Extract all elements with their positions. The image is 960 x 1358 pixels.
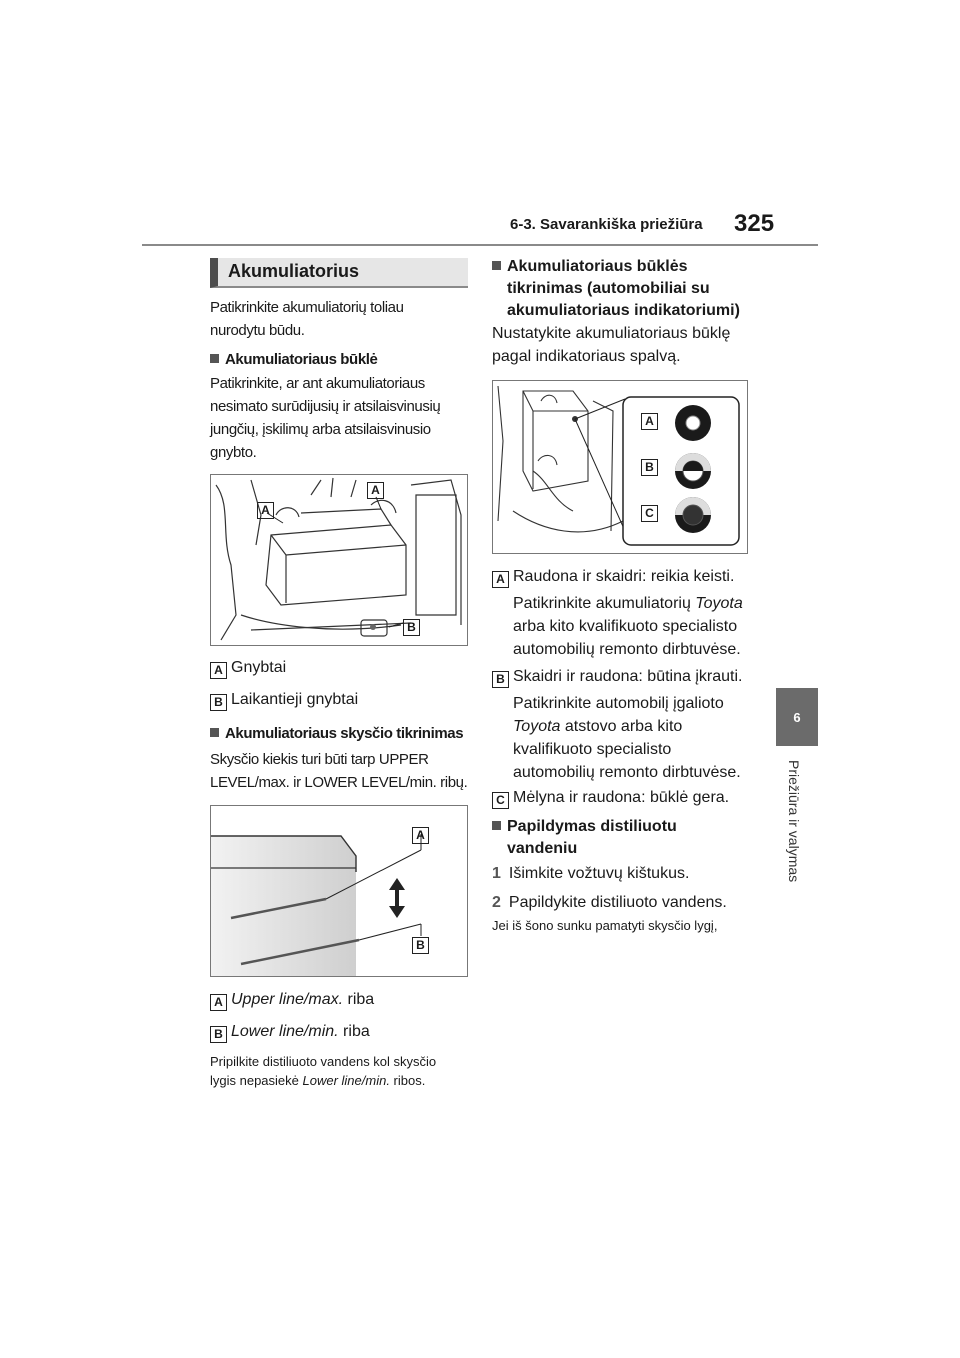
note-line <box>210 1071 468 1090</box>
intro-line: Patikrinkite akumuliatorių toliau <box>210 299 404 316</box>
legend-key: A <box>210 994 227 1011</box>
step-item <box>492 891 752 914</box>
paragraph-line: LEVEL/max. ir LOWER LEVEL/min. ribų. <box>210 774 468 791</box>
figure-label-c: C <box>641 505 658 522</box>
step-text: Išimkite vožtuvų kištukus. <box>508 865 690 882</box>
page-number: 325 <box>734 210 775 237</box>
item-text: Raudona ir skaidri: reikia keisti. <box>513 568 735 585</box>
legend-key: B <box>210 694 227 711</box>
legend-key: B <box>210 1026 227 1043</box>
battery-terminals-figure <box>210 474 468 646</box>
figure-label-b: B <box>641 459 658 476</box>
item-key: A <box>492 571 509 588</box>
item-detail-line: automobilių remonto dirbtuvėse. <box>513 764 741 781</box>
legend-text: Gnybtai <box>231 659 287 676</box>
item-line <box>492 565 752 588</box>
note-italic: Lower line/min. <box>302 1073 390 1088</box>
subheading-text: Akumuliatoriaus būklės <box>507 258 688 275</box>
subheading-line: akumuliatoriaus indikatoriumi) <box>507 302 740 319</box>
subheading-line <box>492 256 752 278</box>
figure-label-a-second: A <box>367 482 384 499</box>
square-bullet-icon <box>210 728 219 737</box>
note-line: Pripilkite distiliuoto vandens kol skysčio <box>210 1054 437 1069</box>
legend-item <box>210 988 468 1011</box>
paragraph-line: pagal indikatoriaus spalvą. <box>492 348 681 365</box>
note-text: ribos. <box>389 1073 426 1088</box>
subheading-text: Akumuliatoriaus būklė <box>225 351 378 368</box>
engine-bay-illustration <box>211 475 467 645</box>
paragraph-line: gnybto. <box>210 444 257 461</box>
paragraph-line: Patikrinkite, ar ant akumuliatoriaus <box>210 375 425 392</box>
square-bullet-icon <box>492 821 501 830</box>
legend-italic: Upper line/max. <box>231 991 344 1008</box>
brand-italic: Toyota <box>695 595 743 612</box>
figure-label-a: A <box>641 413 658 430</box>
legend-text: Laikantieji gnybtai <box>231 691 359 708</box>
note-text: lygis nepasiekė <box>210 1073 303 1088</box>
right-tail-note: Jei iš šono sunku pamatyti skysčio lygį, <box>492 918 718 933</box>
subheading-line: vandeniu <box>507 840 578 857</box>
item-detail-line: arba kito kvalifikuoto specialisto <box>513 618 738 635</box>
section-title: Akumuliatorius <box>228 261 360 281</box>
brand-italic: Toyota <box>513 718 561 735</box>
chapter-title-vertical <box>778 760 818 900</box>
item-detail-text: atstovo arba kito <box>560 718 683 735</box>
legend-1 <box>210 656 468 711</box>
subheading-condition <box>210 348 468 371</box>
figure-label-b: B <box>403 619 420 636</box>
chapter-title: Priežiūra ir valymas <box>786 760 802 883</box>
item-detail-text: Patikrinkite akumuliatorių <box>513 595 696 612</box>
item-key: C <box>492 792 509 809</box>
figure-label-a: A <box>257 502 274 519</box>
subheading-text: Papildymas distiliuotu <box>507 818 677 835</box>
legend-item <box>210 656 468 679</box>
refill-steps <box>492 862 752 914</box>
item-detail-line: Patikrinkite automobilį įgalioto <box>513 695 724 712</box>
indicator-item-b <box>492 665 752 784</box>
subheading-line <box>492 816 752 838</box>
step-text: Papildykite distiliuoto vandens. <box>508 894 727 911</box>
item-detail <box>492 692 752 784</box>
step-number: 2 <box>492 894 501 911</box>
paragraph-line: Nustatykite akumuliatoriaus būklę <box>492 325 731 342</box>
fluid-level-figure <box>210 805 468 977</box>
step-number: 1 <box>492 865 501 882</box>
battery-indicator-figure <box>492 380 748 554</box>
item-detail-line <box>513 592 752 615</box>
header-divider <box>142 244 818 246</box>
left-note <box>210 1052 468 1090</box>
subheading-indicator <box>492 256 752 322</box>
subheading-line: tikrinimas (automobiliai su <box>507 280 710 297</box>
item-text: Skaidri ir raudona: būtina įkrauti. <box>513 668 743 685</box>
square-bullet-icon <box>210 354 219 363</box>
indicator-illustration <box>493 381 747 553</box>
right-paragraph-1 <box>492 322 752 368</box>
legend-item <box>210 688 468 711</box>
legend-italic: Lower line/min. <box>231 1023 339 1040</box>
figure-label-a: A <box>412 827 429 844</box>
left-paragraph-2 <box>210 748 468 794</box>
indicator-item-c <box>492 786 752 809</box>
section-heading-bar <box>210 258 468 288</box>
legend-text: riba <box>343 991 375 1008</box>
square-bullet-icon <box>492 261 501 270</box>
figure-label-b: B <box>412 937 429 954</box>
item-line <box>492 665 752 688</box>
subheading-fluid <box>210 722 468 745</box>
paragraph-line: jungčių, įskilimų arba atsilaisvinusio <box>210 421 431 438</box>
section-breadcrumb: 6-3. Savarankiška priežiūra <box>510 216 703 233</box>
legend-key: A <box>210 662 227 679</box>
legend-2 <box>210 988 468 1043</box>
item-detail-line: automobilių remonto dirbtuvėse. <box>513 641 741 658</box>
paragraph-line: nesimato surūdijusių ir atsilaisvinusių <box>210 398 441 415</box>
item-detail-line: kvalifikuoto specialisto <box>513 741 672 758</box>
subheading-text: Akumuliatoriaus skysčio tikrinimas <box>225 725 464 742</box>
left-paragraph-1 <box>210 372 468 464</box>
item-detail <box>492 592 752 661</box>
left-intro <box>210 296 468 342</box>
legend-item <box>210 1020 468 1043</box>
item-text: Mėlyna ir raudona: būklė gera. <box>513 789 730 806</box>
chapter-number: 6 <box>793 709 801 725</box>
chapter-tab[interactable] <box>776 688 818 746</box>
subheading-refill <box>492 816 752 860</box>
item-key: B <box>492 671 509 688</box>
step-item <box>492 862 752 885</box>
item-line <box>492 786 752 809</box>
legend-text: riba <box>338 1023 370 1040</box>
intro-line: nurodytu būdu. <box>210 322 305 339</box>
paragraph-line: Skysčio kiekis turi būti tarp UPPER <box>210 751 429 768</box>
item-detail-line <box>513 715 752 738</box>
indicator-item-a <box>492 565 752 661</box>
